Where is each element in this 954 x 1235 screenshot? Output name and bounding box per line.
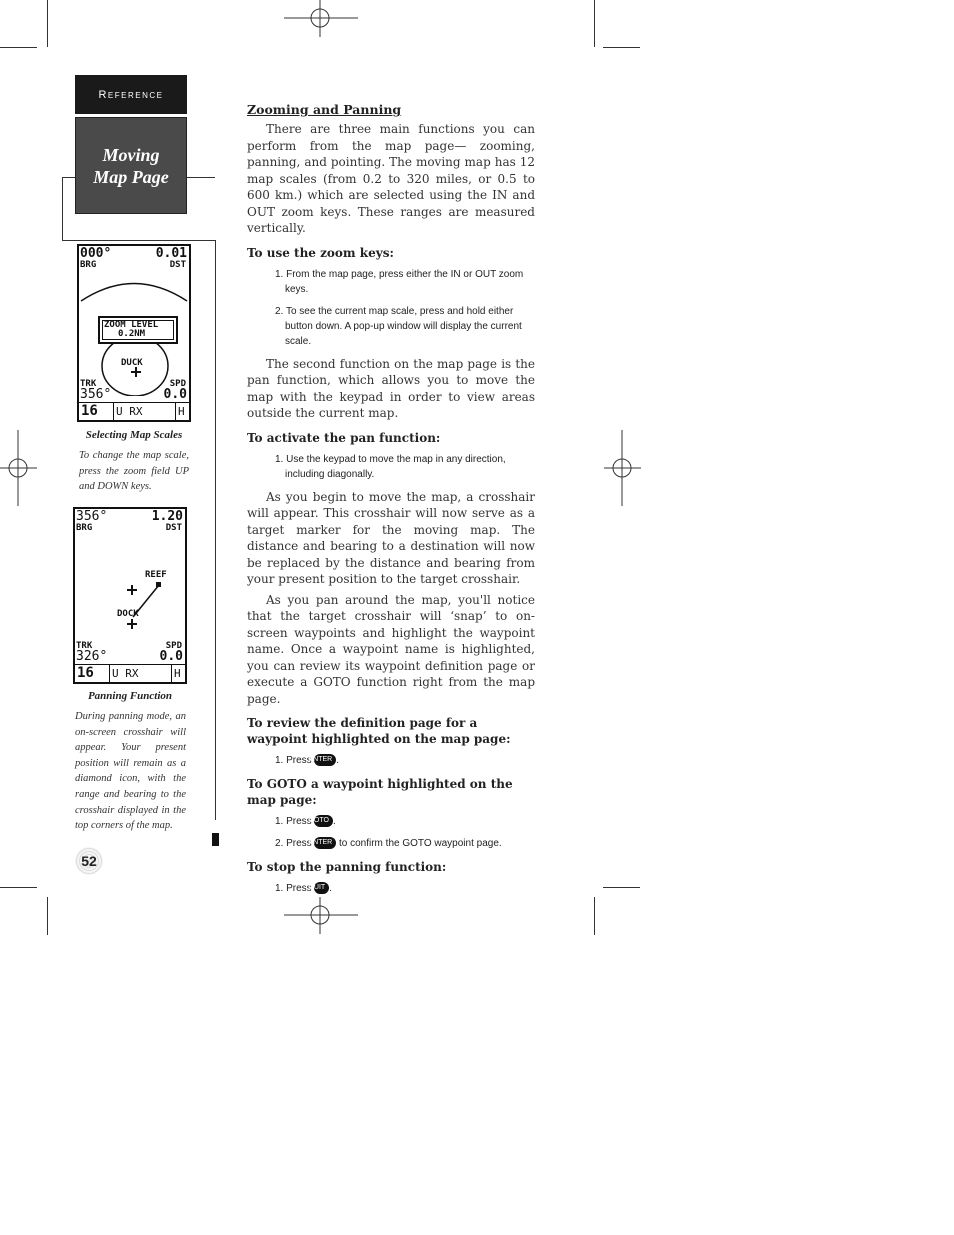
distance-value: 0.01: [155, 246, 187, 261]
rule: [187, 177, 215, 178]
thumb-marker: [212, 833, 219, 846]
figure2-caption-title: Panning Function: [87, 690, 173, 702]
section-heading: Zooming and Panning: [247, 102, 402, 117]
step-text: 1. Press: [275, 816, 312, 827]
step-text: .: [332, 816, 336, 827]
speed-value: 0.0: [159, 649, 183, 664]
figure1-caption-title: Selecting Map Scales: [85, 429, 183, 441]
paragraph: As you pan around the map, you'll notice that the target crosshair will ‘snap’ to on-screen waypoints and highlight the waypoint name. Once a waypoint name is highlighted, you can review its waypoint definition page or execute a GOTO function right from the map page.: [247, 592, 535, 706]
track-label: TRK: [80, 379, 97, 389]
subheading: To stop the panning function:: [247, 860, 447, 874]
page-number: [75, 847, 103, 875]
section-tab: [75, 75, 187, 114]
track-label: TRK: [76, 641, 93, 651]
speed-label: SPD: [169, 379, 186, 389]
step-text: to confirm the GOTO waypoint page.: [338, 838, 502, 849]
waypoint-label: DUCK: [121, 358, 143, 368]
subheading: To use the zoom keys:: [247, 245, 394, 260]
crop-mark: [603, 887, 640, 888]
step-text: 1. Press: [275, 883, 312, 894]
rule: [215, 240, 216, 820]
step-text: .: [329, 883, 332, 894]
main-content: [247, 102, 535, 903]
track-value: 326°: [76, 649, 108, 664]
page-title-text: Moving Map Page: [93, 144, 169, 187]
distance-label: DST: [169, 260, 186, 270]
step: 1. Use the keypad to move the map in any direction, including diagonally.: [275, 453, 506, 480]
figure1-caption-body: To change the map scale, press the zoom field UP and DOWN keys.: [79, 450, 189, 493]
bearing-value: 000°: [80, 246, 112, 261]
speed-value: 0.0: [163, 387, 187, 402]
step-text: 1. Press: [275, 755, 312, 766]
page-title: [75, 117, 187, 214]
zoom-popup: [98, 316, 178, 344]
subheading: To GOTO a waypoint highlighted on the map page:: [247, 777, 513, 807]
registration-mark: [280, 0, 360, 40]
zoom-popup-title: ZOOM LEVEL: [104, 320, 159, 330]
rule: [62, 177, 75, 178]
paragraph: There are three main functions you can perform from the map page— zooming, panning, and pointing. The moving map has 12 map scales (from 0.2 to 320 miles, or 0.5 to 600 km.) which are selected using the IN and OUT zoom keys. These ranges are measured vertically.: [247, 122, 535, 235]
status-number: 16: [77, 665, 94, 681]
distance-value: 1.20: [151, 509, 183, 524]
step: [247, 753, 535, 768]
quit-key-icon: QUIT: [314, 882, 329, 894]
bearing-label: BRG: [80, 260, 97, 270]
step: [247, 836, 535, 851]
step: [247, 814, 535, 829]
status-number: 16: [81, 403, 98, 419]
registration-mark: [0, 430, 40, 506]
zoom-popup-value: 0.2NM: [118, 329, 146, 339]
waypoint-label-reef: REEF: [145, 570, 167, 580]
enter-key-icon: ENTER: [314, 754, 336, 766]
crop-mark: [0, 47, 37, 48]
page-number-text: 52: [81, 853, 97, 869]
bearing-value: 356°: [76, 509, 108, 524]
crop-mark: [47, 0, 48, 47]
rule: [62, 177, 63, 240]
step: 1. From the map page, press either the IN or OUT zoom keys.: [275, 268, 524, 295]
subheading: To review the definition page for a waypoint highlighted on the map page:: [247, 716, 511, 746]
speed-label: SPD: [165, 641, 182, 651]
distance-label: DST: [165, 523, 182, 533]
goto-key-icon: GOTO: [314, 815, 332, 827]
bearing-label: BRG: [76, 523, 93, 533]
paragraph: The second function on the map page is the pan function, which allows you to move the map with the keypad in order to view areas outside the current map.: [247, 356, 535, 420]
crop-mark: [603, 47, 640, 48]
step-text: 2. Press: [275, 838, 312, 849]
gps-screen-zoom: [77, 244, 191, 422]
status-mid: U RX: [112, 667, 139, 680]
crop-mark: [594, 0, 595, 47]
figure2-caption-body: During panning mode, an on-screen crosshair will appear. Your present position will remain as a diamond icon, with the range and bearing to the crosshair displayed in the top corners of the map.: [75, 711, 186, 832]
step: [247, 881, 535, 896]
subheading: To activate the pan function:: [247, 430, 441, 445]
section-tab-label: Reference: [98, 88, 164, 101]
track-value: 356°: [80, 387, 112, 402]
paragraph: As you begin to move the map, a crosshair will appear. This crosshair will now serve as a target marker for the moving map. The distance and bearing to a destination will now be replaced by the distance and bearing from your present position to the target crosshair.: [247, 489, 535, 586]
crop-mark: [47, 897, 48, 935]
step: 2. To see the current map scale, press and hold either button down. A pop-up window will display the current scale.: [275, 305, 522, 347]
enter-key-icon: ENTER: [314, 837, 336, 849]
crop-mark: [0, 887, 37, 888]
registration-mark: [602, 430, 642, 506]
status-right: H: [178, 405, 185, 418]
waypoint-label-dock: DOCK: [117, 609, 139, 619]
status-mid: U RX: [116, 405, 143, 418]
crop-mark: [594, 897, 595, 935]
status-right: H: [174, 667, 181, 680]
rule: [62, 240, 215, 241]
step-text: .: [336, 755, 339, 766]
gps-screen-pan: [73, 507, 187, 684]
registration-mark: [280, 897, 360, 937]
map-route: [75, 509, 185, 659]
